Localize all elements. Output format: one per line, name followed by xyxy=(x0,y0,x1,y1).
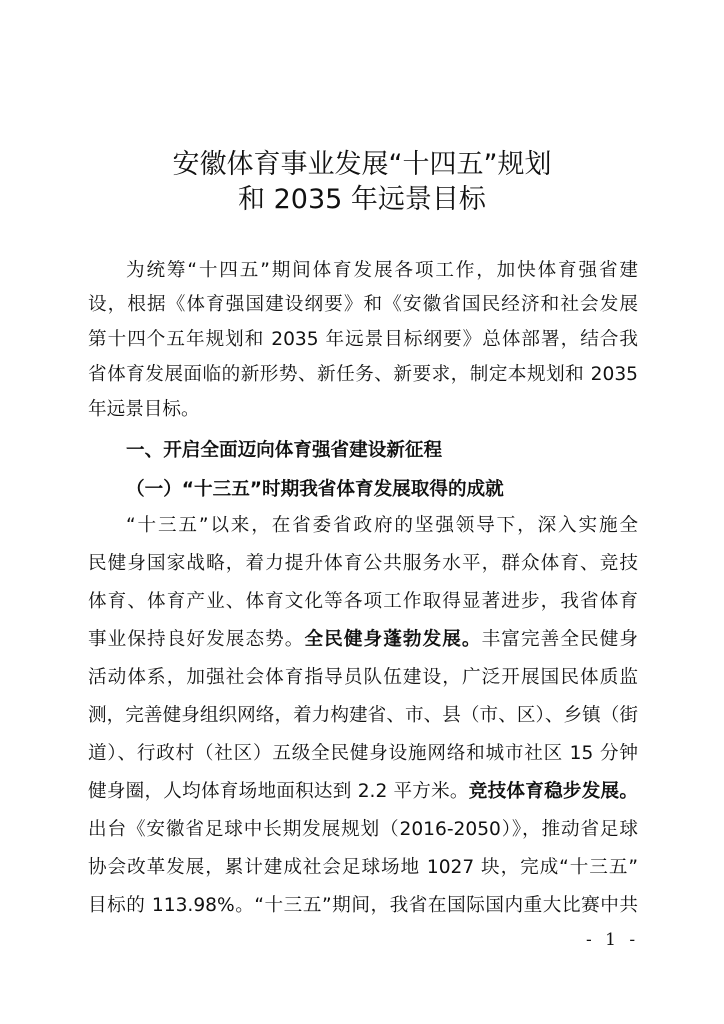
body-line-6: 测，完善健身组织网络，着力构建省、市、县（市、区）、乡镇（街 xyxy=(88,705,638,726)
body-line-7: 道）、行政村（社区）五级全民健身设施网络和城市社区 15 分钟 xyxy=(88,743,638,764)
document-title-line-1: 安徽体育事业发展“十四五”规划 xyxy=(172,149,552,180)
body-line-3: 体育、体育产业、体育文化等各项工作取得显著进步，我省体育 xyxy=(88,591,638,612)
body-line-10: 协会改革发展，累计建成社会足球场地 1027 块，完成“十三五” xyxy=(88,857,638,878)
intro-line-5: 年远景目标。 xyxy=(88,399,200,420)
page-number: - 1 - xyxy=(586,930,640,950)
body-line-1: “十三五”以来，在省委省政府的坚强领导下，深入实施全 xyxy=(126,515,638,536)
body-line-5: 活动体系，加强社会体育指导员队伍建设，广泛开展国民体质监 xyxy=(88,667,638,688)
section-heading-2: （一）“十三五”时期我省体育发展取得的成就 xyxy=(126,479,504,500)
body-line-8-text: 健身圈，人均体育场地面积达到 2.2 平方米。 xyxy=(88,781,469,802)
section-heading-1: 一、开启全面迈向体育强省建设新征程 xyxy=(126,440,443,461)
document-title-line-2: 和 2035 年远景目标 xyxy=(238,184,486,215)
body-line-4-text: 事业保持良好发展态势。 xyxy=(88,629,305,650)
body-line-4 xyxy=(88,624,638,656)
body-line-11: 目标的 113.98%。“十三五”期间，我省在国际国内重大比赛中共 xyxy=(88,895,638,916)
body-line-9: 出台《安徽省足球中长期发展规划（2016-2050）》，推动省足球 xyxy=(88,819,638,840)
intro-line-2: 设，根据《体育强国建设纲要》和《安徽省国民经济和社会发展 xyxy=(88,294,638,315)
intro-line-3: 第十四个五年规划和 2035 年远景目标纲要》总体部署，结合我 xyxy=(88,329,638,350)
intro-line-1: 为统筹“十四五”期间体育发展各项工作，加快体育强省建 xyxy=(126,260,638,281)
body-line-2: 民健身国家战略，着力提升体育公共服务水平，群众体育、竞技 xyxy=(88,553,638,574)
bold-phrase-competitive: 竞技体育稳步发展。 xyxy=(468,781,638,802)
bold-phrase-fitness: 全民健身蓬勃发展。 xyxy=(304,629,482,650)
intro-line-4: 省体育发展面临的新形势、新任务、新要求，制定本规划和 2035 xyxy=(88,364,638,385)
body-line-8 xyxy=(88,776,638,808)
body-line-4-tail: 丰富完善全民健身 xyxy=(481,629,638,650)
